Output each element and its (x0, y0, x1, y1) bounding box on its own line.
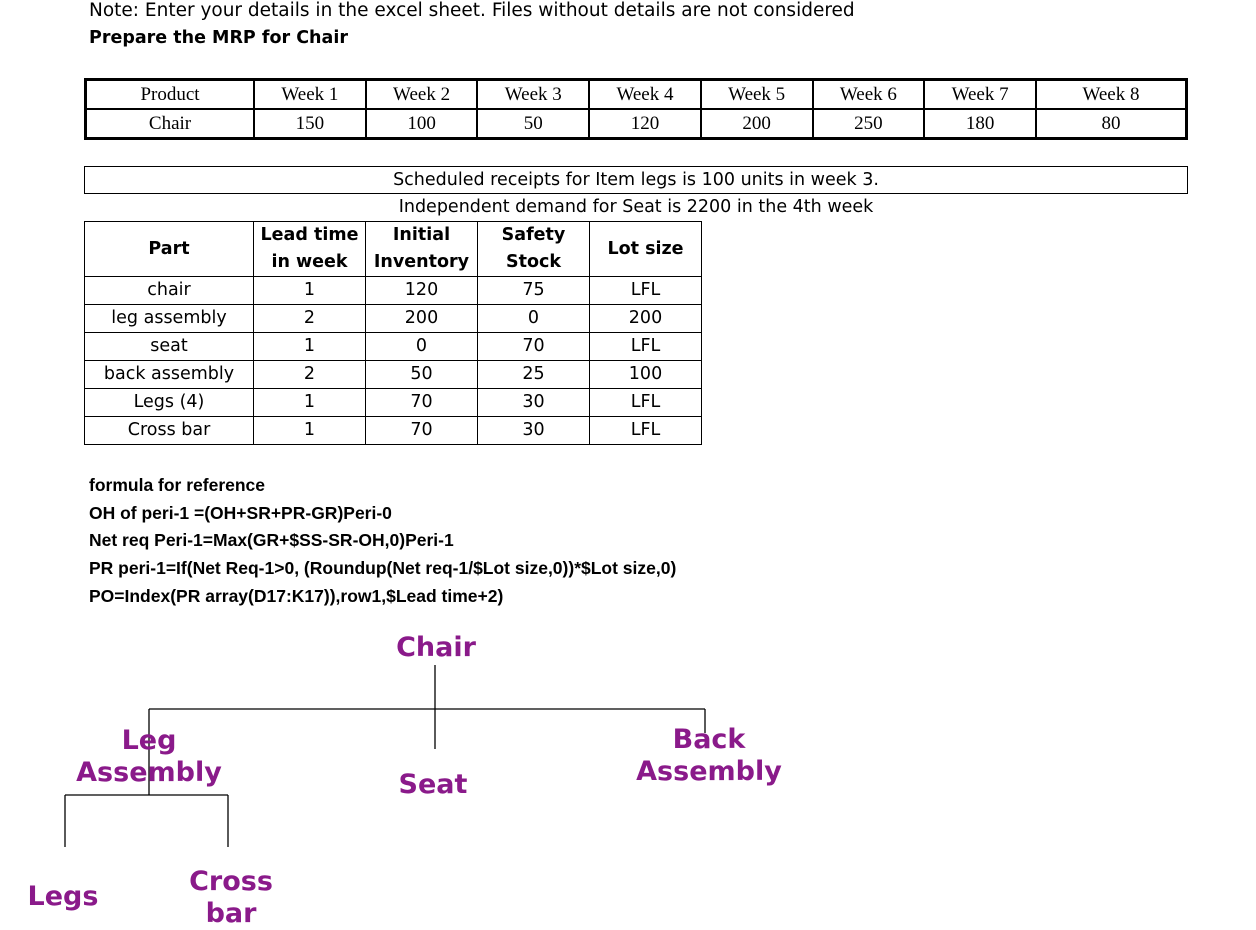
lead-time: 2 (254, 305, 366, 333)
safety-stock: 75 (478, 277, 590, 305)
note-text: Note: Enter your details in the excel sheet. Files without details are not considered (89, 0, 855, 21)
part-name: Cross bar (85, 417, 254, 445)
bom-node-leg-assembly (70, 725, 228, 789)
initial-inventory: 200 (366, 305, 478, 333)
bom-label-line: Leg (121, 725, 177, 756)
parts-header-lead-time: Lead time in week (254, 222, 366, 277)
demand-header-cell: Week 4 (589, 80, 701, 110)
demand-header-cell: Week 8 (1036, 80, 1187, 110)
safety-stock: 30 (478, 389, 590, 417)
formula-line: PR peri-1=If(Net Req-1>0, (Roundup(Net req-1/$Lot size,0))*$Lot size,0) (89, 558, 677, 579)
demand-cell: Chair (86, 109, 255, 139)
lead-time: 2 (254, 361, 366, 389)
safety-stock: 0 (478, 305, 590, 333)
scheduled-receipts-note: Scheduled receipts for Item legs is 100 units in week 3. (84, 166, 1188, 194)
bom-node-chair: Chair (396, 632, 476, 663)
initial-inventory: 120 (366, 277, 478, 305)
demand-cell: 200 (701, 109, 813, 139)
demand-cell: 150 (254, 109, 366, 139)
parts-header-safety-stock: Safety Stock (478, 222, 590, 277)
lead-time: 1 (254, 277, 366, 305)
formula-line: PO=Index(PR array(D17:K17)),row1,$Lead time+2) (89, 585, 504, 606)
demand-header-cell: Week 2 (366, 80, 478, 110)
demand-header-cell: Week 1 (254, 80, 366, 110)
lot-size: LFL (590, 277, 702, 305)
bom-node-seat: Seat (398, 769, 468, 800)
lead-time: 1 (254, 333, 366, 361)
safety-stock: 30 (478, 417, 590, 445)
demand-header-cell: Week 7 (924, 80, 1036, 110)
demand-cell: 80 (1036, 109, 1187, 139)
part-name: back assembly (85, 361, 254, 389)
safety-stock: 70 (478, 333, 590, 361)
lot-size: 200 (590, 305, 702, 333)
demand-cell: 100 (366, 109, 478, 139)
page-heading: Prepare the MRP for Chair (89, 28, 348, 48)
demand-header-cell: Week 5 (701, 80, 813, 110)
lot-size: LFL (590, 333, 702, 361)
lead-time: 1 (254, 417, 366, 445)
formula-line: OH of peri-1 =(OH+SR+PR-GR)Peri-0 (89, 502, 392, 523)
safety-stock: 25 (478, 361, 590, 389)
bom-node-back-assembly (630, 724, 788, 788)
initial-inventory: 50 (366, 361, 478, 389)
demand-header-cell: Product (86, 80, 255, 110)
bom-label-line: Assembly (76, 757, 222, 788)
bom-label-line: bar (205, 898, 257, 929)
demand-cell: 250 (813, 109, 925, 139)
bom-node-legs: Legs (27, 881, 99, 912)
demand-cell: 50 (477, 109, 589, 139)
lead-time: 1 (254, 389, 366, 417)
part-name: leg assembly (85, 305, 254, 333)
demand-cell: 120 (589, 109, 701, 139)
formula-line: Net req Peri-1=Max(GR+$SS-SR-OH,0)Peri-1 (89, 530, 454, 551)
parts-header-part: Part (85, 222, 254, 277)
demand-header-cell: Week 3 (477, 80, 589, 110)
bom-label-line: Back (672, 724, 746, 755)
lot-size: LFL (590, 389, 702, 417)
lot-size: 100 (590, 361, 702, 389)
independent-demand-note: Independent demand for Seat is 2200 in the 4th week (398, 197, 874, 217)
parts-header-lot-size: Lot size (590, 222, 702, 277)
initial-inventory: 70 (366, 417, 478, 445)
part-name: Legs (4) (85, 389, 254, 417)
formula-title: formula for reference (89, 475, 266, 495)
bom-node-cross-bar (176, 866, 286, 930)
initial-inventory: 70 (366, 389, 478, 417)
bom-label-line: Assembly (636, 756, 782, 787)
demand-cell: 180 (924, 109, 1036, 139)
initial-inventory: 0 (366, 333, 478, 361)
bom-label-line: Cross (189, 866, 273, 897)
parts-header-initial-inventory: Initial Inventory (366, 222, 478, 277)
demand-header-cell: Week 6 (813, 80, 925, 110)
lot-size: LFL (590, 417, 702, 445)
part-name: seat (85, 333, 254, 361)
part-name: chair (85, 277, 254, 305)
